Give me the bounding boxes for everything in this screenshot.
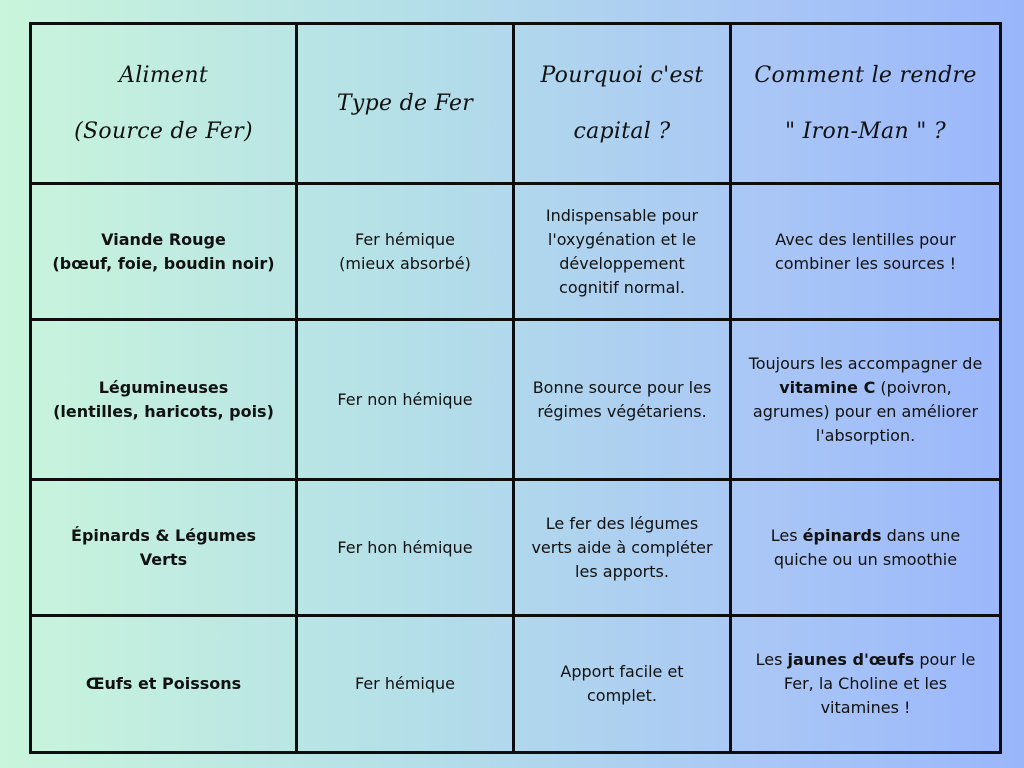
- header-type: [297, 24, 514, 184]
- why-text: Apport facile et complet.: [560, 662, 684, 705]
- table-row: [31, 184, 1001, 320]
- iron-sources-table: [29, 22, 1002, 754]
- why-cell: [514, 320, 731, 480]
- food-detail: (lentilles, haricots, pois): [53, 401, 274, 421]
- how-cell: [731, 616, 1001, 753]
- how-text-post: pour le Fer, la Choline et les vitamines !: [783, 650, 976, 717]
- how-text-pre: Les: [770, 525, 803, 545]
- table-row: [31, 616, 1001, 753]
- iron-type-cell: [297, 184, 514, 320]
- table-row: [31, 320, 1001, 480]
- how-text-pre: Les: [755, 650, 788, 669]
- food-cell: [31, 616, 297, 753]
- iron-type: Fer non hémique: [337, 389, 473, 409]
- iron-type-cell: [297, 320, 514, 480]
- how-text-bold: vitamine C: [779, 377, 876, 397]
- iron-type-note: (mieux absorbé): [339, 253, 471, 273]
- header-why: [514, 24, 731, 184]
- food-cell: [31, 320, 297, 480]
- food-name: Épinards & Légumes: [71, 525, 256, 545]
- header-aliment: [31, 24, 297, 184]
- how-text-pre: Toujours les accompagner de: [748, 353, 983, 373]
- food-name: Viande Rouge: [101, 229, 226, 249]
- why-text: Indispensable pour l'oxygénation et le développement cognitif normal.: [545, 205, 699, 297]
- how-cell: [731, 184, 1001, 320]
- iron-type: Fer hon hémique: [337, 537, 473, 557]
- header-row: [31, 24, 1001, 184]
- why-text: Le fer des légumes verts aide à compléter les apports.: [531, 513, 713, 581]
- header-how-line1: Comment le rendre: [754, 62, 977, 88]
- iron-type-cell: [297, 616, 514, 753]
- header-aliment-line2: (Source de Fer): [74, 118, 253, 144]
- food-cell: [31, 184, 297, 320]
- why-text: Bonne source pour les régimes végétariens.: [532, 377, 712, 421]
- why-cell: [514, 184, 731, 320]
- header-why-line1: Pourquoi c'est: [540, 62, 704, 88]
- how-text-bold: jaunes d'œufs: [787, 650, 915, 669]
- how-text-bold: épinards: [802, 525, 882, 545]
- iron-type: Fer hémique: [355, 229, 455, 249]
- how-text-post: (poivron, agrumes) pour en améliorer l'absorption.: [752, 377, 979, 445]
- how-text-post: dans une quiche ou un smoothie: [773, 525, 961, 569]
- header-how-line2: " Iron-Man " ?: [784, 118, 947, 144]
- header-how: [731, 24, 1001, 184]
- food-name: Œufs et Poissons: [85, 674, 242, 693]
- header-aliment-line1: Aliment: [119, 62, 208, 88]
- how-text-pre: Avec des lentilles pour combiner les sources !: [774, 229, 957, 273]
- table-row: [31, 480, 1001, 616]
- iron-type-cell: [297, 480, 514, 616]
- header-type-line1: Type de Fer: [336, 90, 474, 116]
- how-cell: [731, 480, 1001, 616]
- food-detail: (bœuf, foie, boudin noir): [52, 253, 275, 273]
- header-why-line2: capital ?: [573, 118, 671, 144]
- food-name: Légumineuses: [98, 377, 229, 397]
- food-cell: [31, 480, 297, 616]
- food-detail: Verts: [139, 549, 188, 569]
- how-cell: [731, 320, 1001, 480]
- why-cell: [514, 616, 731, 753]
- why-cell: [514, 480, 731, 616]
- iron-type: Fer hémique: [355, 674, 455, 693]
